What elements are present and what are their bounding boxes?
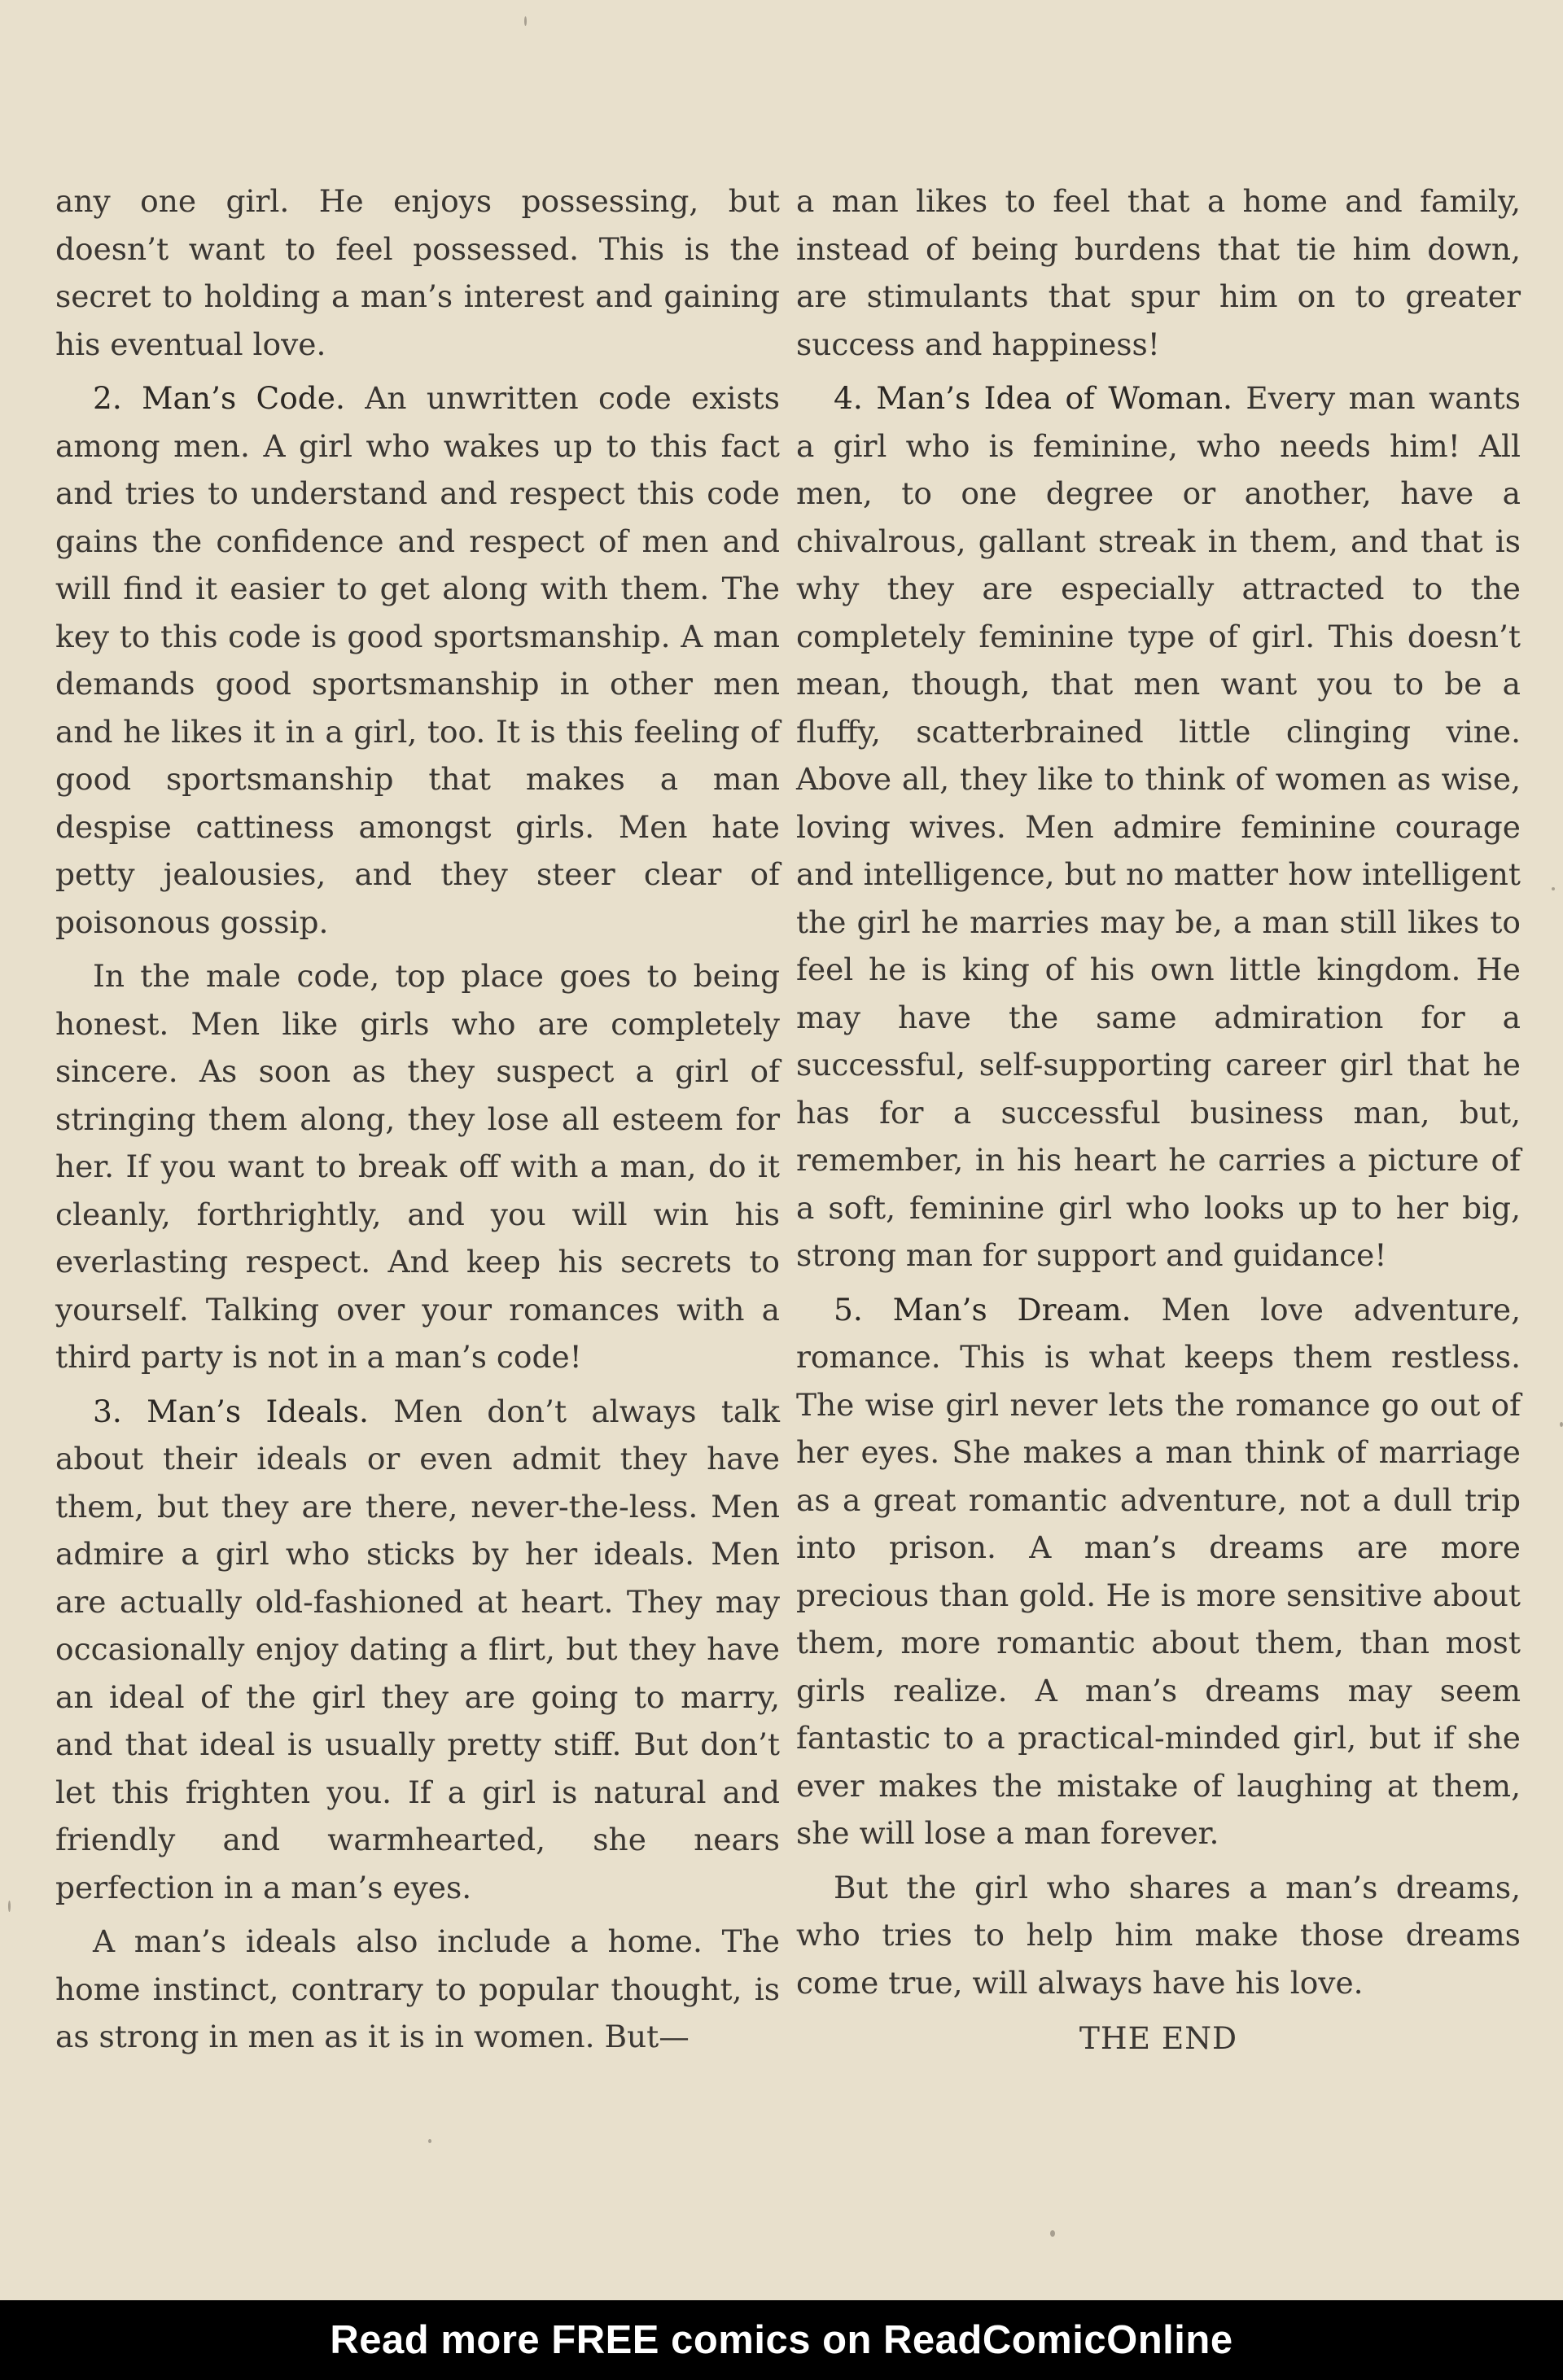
paragraph-text: a man likes to feel that a home and family, instead of being burdens that tie him down, are stimulants that spur him on to greater success and happiness! <box>796 183 1521 362</box>
article-paragraph <box>796 1286 1521 1857</box>
article-paragraph <box>55 952 780 1381</box>
paragraph-text: An unwritten code exists among men. A girl who wakes up to this fact and tries to understand and respect this code gains the confidence and respect of men and will find it easier to get along with them. The key to this code is good sportsmanship. A man demands good sportsmanship in other men and he likes it in a girl, too. It is this feeling of good sportsmanship that makes a man despise cattiness amongst girls. Men hate petty jealousies, and they steer clear of poisonous gossip. <box>55 380 780 940</box>
article-paragraph <box>796 374 1521 1280</box>
section-heading-mans-dream: 5. Man’s Dream. <box>834 1291 1132 1328</box>
article-column-left <box>55 177 780 2067</box>
paragraph-text: A man’s ideals also include a home. The home instinct, contrary to popular thought, is as strong in men as it is in women. But— <box>55 1923 780 2054</box>
footer-banner[interactable] <box>0 2300 1563 2380</box>
paragraph-text: any one girl. He enjoys possessing, but doesn’t want to feel possessed. This is the secret to holding a man’s interest and gaining his eventual love. <box>55 183 780 362</box>
paragraph-text: But the girl who shares a man’s dreams, who tries to help him make those dreams come true, will always have his love. <box>796 1869 1521 2001</box>
paper-speck <box>428 2139 431 2143</box>
article-paragraph <box>796 177 1521 368</box>
section-heading-mans-idea-of-woman: 4. Man’s Idea of Woman. <box>834 380 1232 416</box>
footer-link-text[interactable]: Read more FREE comics on ReadComicOnline <box>330 2318 1233 2362</box>
paper-speck <box>524 16 527 26</box>
section-heading-mans-ideals: 3. Man’s Ideals. <box>93 1393 369 1429</box>
paper-speck <box>1050 2230 1055 2237</box>
the-end-label: THE END <box>1079 2020 1238 2056</box>
paper-speck <box>1552 887 1555 890</box>
paper-speck <box>8 1901 11 1912</box>
article-paragraph <box>55 1388 780 1912</box>
article-paragraph <box>796 1864 1521 2007</box>
paper-speck <box>1560 1422 1563 1427</box>
article-paragraph <box>55 1918 780 2061</box>
paragraph-text: Men don’t always talk about their ideals or even admit they have them, but they are there, never-the-less. Men admire a girl who sticks by her ideals. Men are actually old-fashioned at heart. They may occasionally enjoy dating a flirt, but they have an ideal of the girl they are going to marry, and that ideal is usually pretty stiff. But don’t let this frighten you. If a girl is natural and friendly and warmhearted, she nears perfection in a man’s eyes. <box>55 1393 780 1905</box>
paragraph-text: Men love adventure, romance. This is what keeps them restless. The wise girl never lets the romance go out of her eyes. She makes a man think of marriage as a great romantic adventure, not a dull trip into prison. A man’s dreams are more precious than gold. He is more sensitive about them, more romantic about them, than most girls realize. A man’s dreams may seem fantastic to a practical-minded girl, but if she ever makes the mistake of laughing at them, she will lose a man forever. <box>796 1291 1521 1851</box>
article-paragraph <box>55 177 780 368</box>
article-paragraph <box>55 374 780 946</box>
paragraph-text: In the male code, top place goes to being honest. Men like girls who are completely sincere. As soon as they suspect a girl of stringing them along, they lose all esteem for her. If you want to break off with a man, do it cleanly, forthrightly, and you will win his everlasting respect. And keep his secrets to yourself. Talking over your romances with a third party is not in a man’s code! <box>55 958 780 1375</box>
article-column-right <box>796 177 1521 2069</box>
paragraph-text: Every man wants a girl who is feminine, who needs him! All men, to one degree or another, have a chivalrous, gallant streak in them, and that is why they are especially attracted to the completely feminine type of girl. This doesn’t mean, though, that men want you to be a fluffy, scatterbrained little clinging vine. Above all, they like to think of women as wise, loving wives. Men admire feminine courage and intelligence, but no matter how intelligent the girl he marries may be, a man still likes to feel he is king of his own little kingdom. He may have the same admiration for a successful, self-supporting career girl that he has for a successful business man, but, remember, in his heart he carries a picture of a soft, feminine girl who looks up to her big, strong man for support and guidance! <box>796 380 1521 1273</box>
section-heading-mans-code: 2. Man’s Code. <box>93 380 345 416</box>
